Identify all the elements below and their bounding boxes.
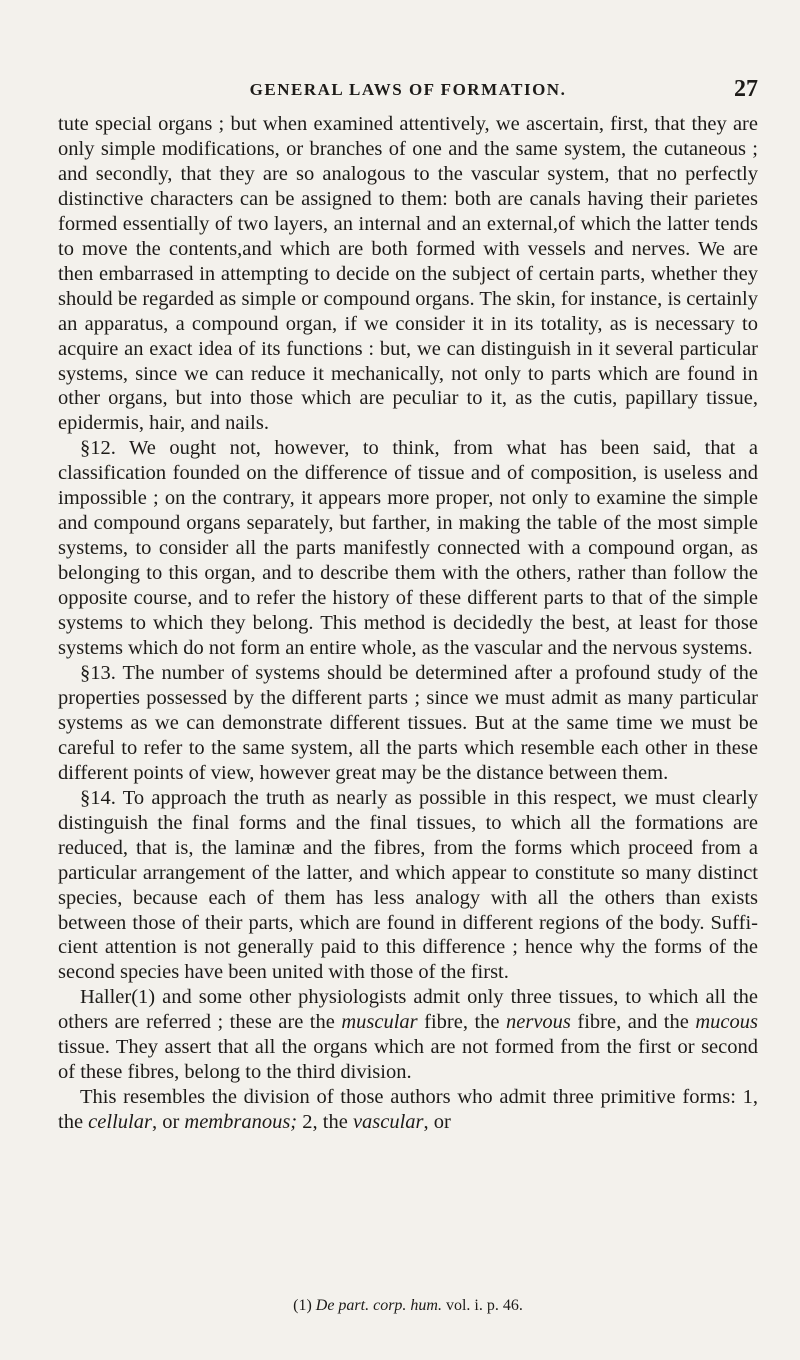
paragraph-section-12: §12. We ought not, however, to think, from what has been said, that a classification founded on the difference of tissue and of composition, is useless and impossible ; on the contrary, it appears more proper, not only to examine the simple and compound organs separately, but farther, in making the table of the most simple systems, to consider all the parts manifestly connected with a compound organ, as belonging to this organ, and to describe them with the others, rather than follow the opposite course, and to refer the history of these different parts to that of the simple systems to which they belong. This method is decidedly the best, at least for those systems which do not form an entire whole, as the vascular and the nervous systems.: [58, 437, 758, 660]
footnote-marker: (1): [293, 1297, 316, 1314]
text-run: Haller(1) and some other physiologists admit only three tissues, to which all the others are referred ; these are the: [58, 986, 758, 1034]
paragraph-haller: [58, 985, 758, 1085]
text-run: 2, the: [297, 1111, 353, 1134]
page-header: [58, 76, 758, 106]
italic-term-mucous: mucous: [695, 1011, 758, 1034]
italic-term-vascular: vascular: [352, 1111, 424, 1134]
text-run: fibre, the: [417, 1011, 506, 1034]
italic-term-membranous: membranous;: [184, 1111, 298, 1134]
text-run: fibre, and the: [570, 1011, 696, 1034]
italic-term-muscular: muscular: [341, 1011, 418, 1034]
running-title: GENERAL LAWS OF FORMATION.: [249, 80, 567, 99]
paragraph-section-14: §14. To approach the truth as nearly as possible in this respect, we must clearly distinguish the final forms and the final tissues, to which all the formations are reduced, that is, the laminæ and the fibres, from the forms which proceed from a particular arrangement of the latter, and which appear to constitute so many distinct species, because each of them has less analogy with all the others than exists between those of their parts, which are found in different regions of the body. Sufficient attention is not generally paid to this difference ; hence why the forms of the second species have been united with those of the first.: [58, 786, 758, 984]
page-number: 27: [734, 76, 758, 102]
text-run: tissue. They assert that all the organs which are not formed from the first or second of these fibres, belong to the third division.: [58, 1036, 758, 1084]
footnote-source: De part. corp. hum.: [315, 1297, 442, 1314]
paragraph-primitive-forms: [58, 1085, 758, 1135]
footnote-detail: vol. i. p. 46.: [441, 1297, 523, 1314]
text-run: This resembles the division of those authors who admit three primitive forms: 1, the: [58, 1086, 758, 1134]
paragraph-section-13: §13. The number of systems should be determined after a profound study of the properties possessed by the different parts ; since we must admit as many particular systems as we can demonstrate different tissues. But at the same time we must be careful to refer to the same system, all the parts which resemble each other in these different points of view, however great may be the distance between them.: [58, 661, 758, 784]
italic-term-cellular: cellular: [88, 1111, 152, 1134]
italic-term-nervous: nervous: [506, 1011, 571, 1034]
body-text: [58, 112, 758, 1135]
text-run: , or: [151, 1111, 185, 1134]
paragraph-continued: tute special organs ; but when examined attentively, we ascertain, first, that they are only simple modifications, or branches of one and the same system, the cutaneous ; and secondly, that they are so analogous to the vascular system, that no perfectly distinctive characters can be assigned to them: both are canals having their parietes formed essentially of two layers, an internal and an external,of which the latter tends to move the contents,and which are both formed with vessels and nerves. We are then embarrased in attempting to decide on the subject of certain parts, whether they should be regarded as simple or compound organs. The skin, for instance, is certainly an apparatus, a compound organ, if we consider it in its totality, as is necessary to acquire an exact idea of its functions : but, we can distinguish in it several particular systems, since we can reduce it mechanically, not only to parts which are found in other organs, but into those which are peculiar to it, as the cutis, papillary tissue, epidermis, hair, and nails.: [58, 113, 758, 435]
text-run: , or: [423, 1111, 451, 1134]
footnote: [58, 1297, 758, 1315]
